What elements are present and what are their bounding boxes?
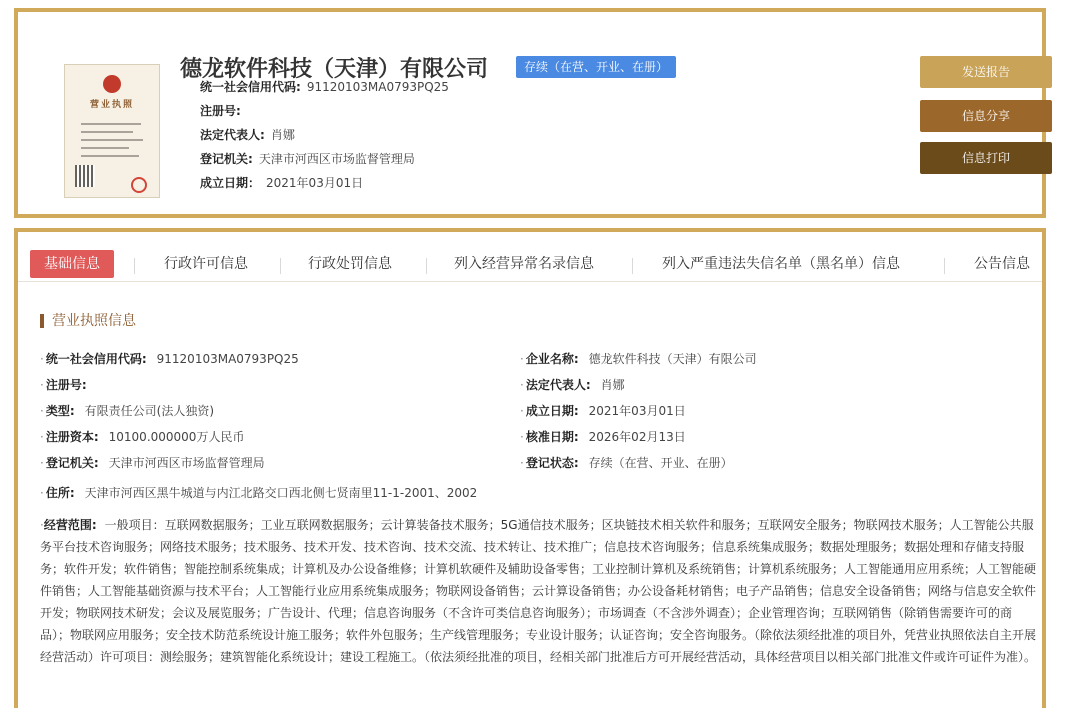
company-header-card xyxy=(14,8,1046,218)
info-founded: 成立日期： 2021年03月01日 xyxy=(200,176,364,190)
field-company-name: · 企业名称: 德龙软件科技（天津）有限公司 xyxy=(520,352,757,366)
info-legal-rep: 法定代表人: 肖娜 xyxy=(200,128,295,142)
field-legal-rep: · 法定代表人: 肖娜 xyxy=(520,378,625,392)
tab-admin-license[interactable]: 行政许可信息 xyxy=(164,256,248,272)
field-type: · 类型: 有限责任公司(法人独资) xyxy=(40,404,215,418)
license-text-line xyxy=(81,139,143,141)
field-authority: · 登记机关: 天津市河西区市场监督管理局 xyxy=(40,456,265,470)
tab-divider xyxy=(426,258,427,274)
tab-bar xyxy=(18,242,1042,282)
tab-announcements[interactable]: 公告信息 xyxy=(974,256,1030,272)
details-card xyxy=(14,228,1046,708)
field-credit-code: · 统一社会信用代码: 91120103MA0793PQ25 xyxy=(40,352,299,366)
status-badge: 存续（在营、开业、在册） xyxy=(516,56,676,78)
tab-divider xyxy=(632,258,633,274)
info-authority: 登记机关: 天津市河西区市场监督管理局 xyxy=(200,152,415,166)
qr-code-icon xyxy=(75,165,95,187)
license-text-line xyxy=(81,155,139,157)
business-scope-text: 一般项目：互联网数据服务；工业互联网数据服务；云计算装备技术服务；5G通信技术服务；区块链技术相关软件和服务；互联网安全服务；物联网技术服务；人工智能公共服务平台技术咨询服务；网络技术服务；技术服务、技术开发、技术咨询、技术交流、技术转让、技术推广；信息技术咨询服务；信息系统集成服务；数据处理服务；数据处理和存储支持服务；软件开发；软件销售；智能控制系统集成；计算机及办公设备维修；计算机软硬件及辅助设备零售；工业控制计算机及系统销售；计算机系统服务；人工智能通用应用系统；人工智能硬件销售；人工智能基础资源与技术平台；人工智能行业应用系统集成服务；物联网设备销售；云计算设备销售；办公设备耗材销售；电子产品销售；信息安全设备销售；网络与信息安全软件开发；物联网技术研发；会议及展览服务；广告设计、代理；信息咨询服务（不含许可类信息咨询服务）；市场调查（不含涉外调查）；企业管理咨询；互联网销售（除销售需要许可的商品）；物联网应用服务；安全技术防范系统设计施工服务；软件外包服务；生产线管理服务；专业设计服务；认证咨询；安全咨询服务。（除依法须经批准的项目外，凭营业执照依法自主开展经营活动）许可项目：测绘服务；建筑智能化系统设计；建设工程施工。（依法须经批准的项目，经相关部门批准后方可开展经营活动，具体经营项目以相关部门批准文件或许可证件为准）。 xyxy=(40,518,1037,664)
field-address: · 住所: 天津市河西区黑牛城道与内江北路交口西北侧七贤南里11-1-2001、2002 xyxy=(40,486,478,500)
tab-admin-penalty[interactable]: 行政处罚信息 xyxy=(308,256,392,272)
license-text-line xyxy=(81,123,141,125)
info-credit-code: 统一社会信用代码: 91120103MA0793PQ25 xyxy=(200,80,449,94)
business-scope: ·经营范围: 一般项目：互联网数据服务；工业互联网数据服务；云计算装备技术服务；5G通信技术服务；区块链技术相关软件和服务；互联网安全服务；物联网技术服务；人工智能公共服务平台技术咨询服务；网络技术服务；技术服务、技术开发、技术咨询、技术交流、技术转让、技术推广；信息技术咨询服务；信息系统集成服务；数据处理服务；数据处理和存储支持服务；软件开发；软件销售；智能控制系统集成；计算机及办公设备维修；计算机软硬件及辅助设备零售；工业控制计算机及系统销售；计算机系统服务；人工智能通用应用系统；人工智能硬件销售；人工智能基础资源与技术平台；人工智能行业应用系统集成服务；物联网设备销售；云计算设备销售；办公设备耗材销售；电子产品销售；信息安全设备销售；网络与信息安全软件开发；物联网技术研发；会议及展览服务；广告设计、代理；信息咨询服务（不含许可类信息咨询服务）；市场调查（不含涉外调查）；企业管理咨询；互联网销售（除销售需要许可的商品）；物联网应用服务；安全技术防范系统设计施工服务；软件外包服务；生产线管理服务；专业设计服务；认证咨询；安全咨询服务。（除依法须经批准的项目外，凭营业执照依法自主开展经营活动）许可项目：测绘服务；建筑智能化系统设计；建设工程施工。（依法须经批准的项目，经相关部门批准后方可开展经营活动，具体经营项目以相关部门批准文件或许可证件为准）。 xyxy=(40,518,1037,664)
tab-blacklist[interactable]: 列入严重违法失信名单（黑名单）信息 xyxy=(662,256,900,272)
license-text-line xyxy=(81,147,129,149)
field-capital: · 注册资本: 10100.000000万人民币 xyxy=(40,430,245,444)
license-title: 营业执照 xyxy=(89,100,134,110)
info-reg-no: 注册号: xyxy=(200,104,241,118)
section-title: 营业执照信息 xyxy=(40,314,136,328)
official-seal-icon xyxy=(131,177,147,193)
field-reg-no: · 注册号: xyxy=(40,378,87,392)
share-info-button[interactable]: 信息分享 xyxy=(920,100,1052,132)
field-founded: · 成立日期: 2021年03月01日 xyxy=(520,404,686,418)
print-info-button[interactable]: 信息打印 xyxy=(920,142,1052,174)
company-name: 德龙软件科技（天津）有限公司 xyxy=(180,57,489,82)
field-approved: · 核准日期: 2026年02月13日 xyxy=(520,430,686,444)
tab-divider xyxy=(134,258,135,274)
tab-divider xyxy=(280,258,281,274)
field-reg-status: · 登记状态: 存续（在营、开业、在册） xyxy=(520,456,733,470)
send-report-button[interactable]: 发送报告 xyxy=(920,56,1052,88)
tab-basic-info[interactable]: 基础信息 xyxy=(30,250,114,278)
national-emblem-icon xyxy=(103,75,121,93)
tab-abnormal-list[interactable]: 列入经营异常名录信息 xyxy=(454,256,594,272)
business-license-image[interactable] xyxy=(64,64,160,198)
tab-divider xyxy=(944,258,945,274)
license-text-line xyxy=(81,131,133,133)
